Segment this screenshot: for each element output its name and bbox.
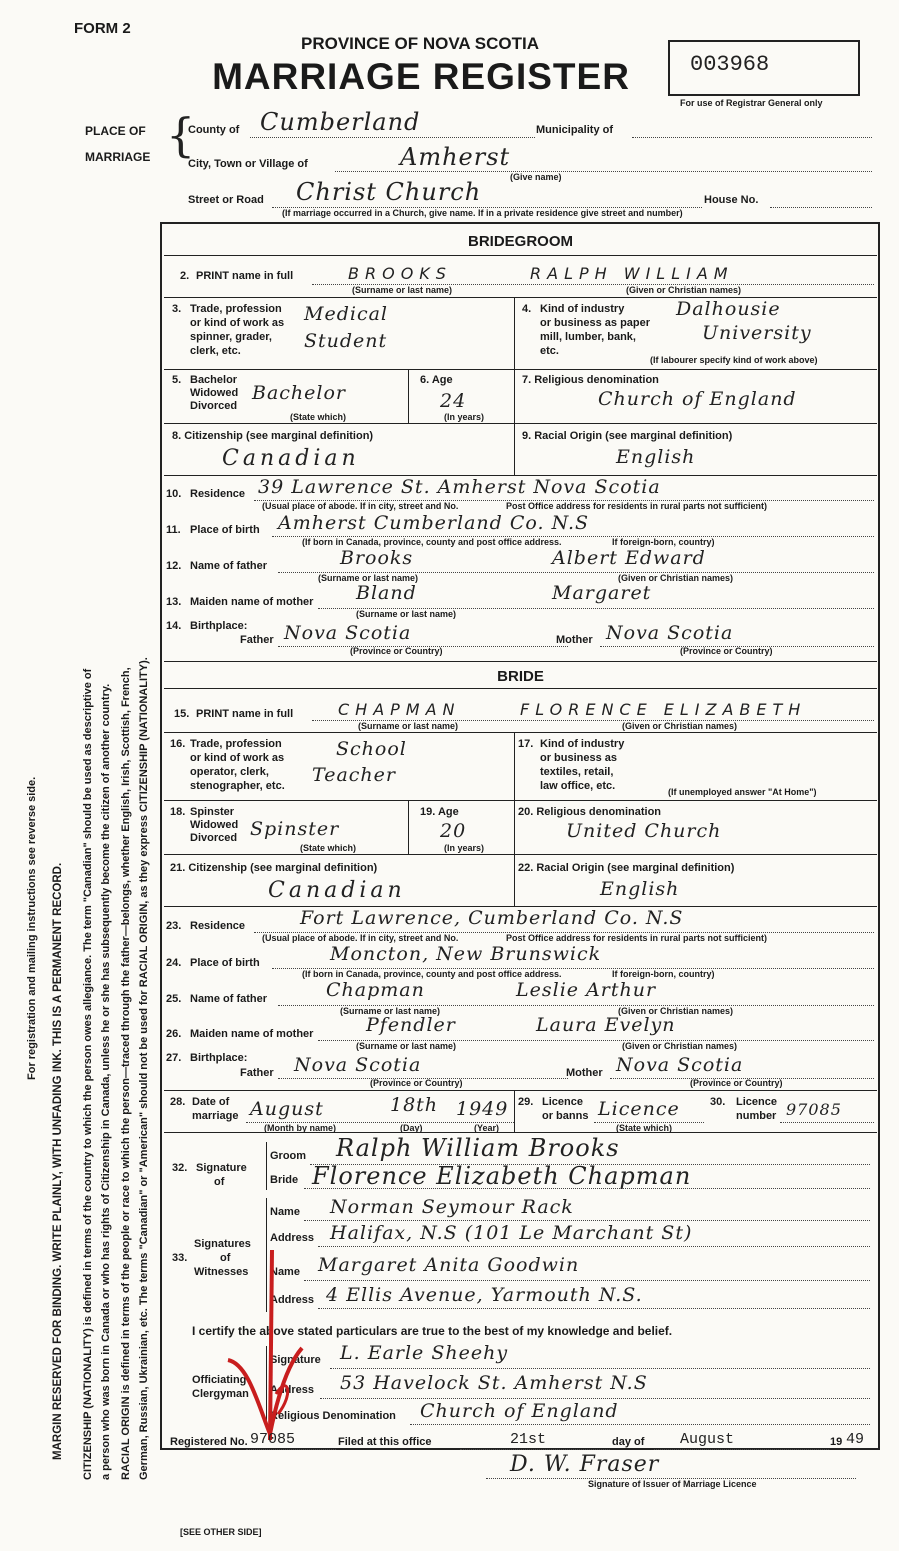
page-title: MARRIAGE REGISTER bbox=[212, 56, 630, 97]
place-brace: { bbox=[166, 108, 196, 162]
place-label-2: MARRIAGE bbox=[85, 150, 151, 164]
q4-line-1: Kind of industry bbox=[540, 303, 625, 315]
q12-number: 12. bbox=[166, 560, 182, 572]
margin-line-2: MARGIN RESERVED FOR BINDING. WRITE PLAINLY, WITH UNFADING INK. THIS IS A PERMANENT RECORD. bbox=[52, 862, 64, 1460]
q18-line-3: Divorced bbox=[190, 832, 238, 844]
q24-number: 24. bbox=[166, 957, 182, 969]
q23-number: 23. bbox=[166, 920, 182, 932]
q17-line-3: textiles, retail, bbox=[540, 766, 614, 778]
q14-number: 14. bbox=[166, 620, 182, 632]
groom-mother-bp-label: Mother bbox=[556, 634, 593, 646]
witness-1-address: Halifax, N.S (101 Le Marchant St) bbox=[330, 1222, 693, 1244]
groom-mother-surname-caption: (Surname or last name) bbox=[356, 609, 457, 619]
groom-father-bp-label: Father bbox=[240, 634, 274, 646]
house-label: House No. bbox=[704, 194, 759, 206]
form-number: FORM 2 bbox=[74, 20, 131, 37]
q10-number: 10. bbox=[166, 488, 182, 500]
clergy-address: 53 Havelock St. Amherst N.S bbox=[340, 1372, 648, 1394]
street-label: Street or Road bbox=[188, 194, 264, 206]
bride-racial-origin: English bbox=[600, 878, 680, 900]
witness-1-name: Norman Seymour Rack bbox=[330, 1196, 574, 1218]
q16-line-4: stenographer, etc. bbox=[190, 780, 285, 792]
q33-number: 33. bbox=[172, 1252, 188, 1264]
bride-sig-label: Bride bbox=[270, 1174, 299, 1186]
q9-label: 9. Racial Origin (see marginal definition) bbox=[522, 430, 733, 442]
bride-mother-surname: Pfendler bbox=[366, 1014, 456, 1036]
month-caption: (Month by name) bbox=[264, 1123, 336, 1133]
q33-line-1: Signatures bbox=[194, 1238, 251, 1250]
groom-trade-1: Medical bbox=[304, 303, 388, 325]
bride-surname-caption: (Surname or last name) bbox=[358, 721, 459, 731]
groom-signature: Ralph William Brooks bbox=[336, 1134, 620, 1162]
q3-number: 3. bbox=[172, 303, 182, 315]
bride-age: 20 bbox=[440, 820, 467, 842]
filed-day: 21st bbox=[510, 1431, 547, 1448]
county-label: County of bbox=[188, 124, 240, 136]
bride-mother-given-caption: (Given or Christian names) bbox=[622, 1041, 738, 1051]
q5-line-2: Widowed bbox=[190, 387, 239, 399]
registration-number: 003968 bbox=[690, 52, 770, 77]
q32-line-1: Signature bbox=[196, 1162, 247, 1174]
groom-state-which: (State which) bbox=[290, 412, 347, 422]
bride-religion: United Church bbox=[566, 820, 722, 842]
q16-line-1: Trade, profession bbox=[190, 738, 282, 750]
bride-surname: CHAPMAN bbox=[338, 700, 461, 719]
bride-trade-2: Teacher bbox=[312, 764, 396, 786]
q16-line-3: operator, clerk, bbox=[190, 766, 269, 778]
bride-father-bp-label: Father bbox=[240, 1067, 274, 1079]
groom-father-birthplace: Nova Scotia bbox=[284, 622, 412, 644]
marriage-month: August bbox=[250, 1098, 324, 1120]
groom-birth-note-a: (If born in Canada, province, county and post office address. bbox=[302, 537, 562, 547]
clergy-address-label: Address bbox=[270, 1384, 315, 1396]
bride-father-surname: Chapman bbox=[326, 979, 425, 1001]
clergy-sig-label: Signature bbox=[270, 1354, 321, 1366]
q13-label: Maiden name of mother bbox=[190, 596, 314, 608]
clergy-signature: L. Earle Sheehy bbox=[340, 1342, 509, 1364]
q15-label: PRINT name in full bbox=[196, 708, 294, 720]
q30-line-2: number bbox=[736, 1110, 777, 1122]
q3-line-4: clerk, etc. bbox=[190, 345, 241, 357]
officiating-label-1: Officiating bbox=[192, 1374, 247, 1386]
q3-line-2: or kind of work as bbox=[190, 317, 285, 329]
q25-number: 25. bbox=[166, 993, 182, 1005]
q17-line-4: law office, etc. bbox=[540, 780, 616, 792]
q29-number: 29. bbox=[518, 1096, 534, 1108]
groom-residence: 39 Lawrence St. Amherst Nova Scotia bbox=[258, 476, 661, 498]
clergy-denom-label: Religious Denomination bbox=[270, 1410, 396, 1422]
registered-number: 97085 bbox=[250, 1431, 296, 1448]
bride-father-prov-caption: (Province or Country) bbox=[370, 1078, 463, 1088]
city-value: Amherst bbox=[400, 143, 511, 171]
groom-religion: Church of England bbox=[598, 388, 797, 410]
groom-years-caption: (In years) bbox=[444, 412, 485, 422]
q3-line-3: spinner, grader, bbox=[190, 331, 272, 343]
bride-trade-1: School bbox=[336, 738, 407, 760]
q5-line-1: Bachelor bbox=[190, 374, 238, 386]
q19-label: 19. Age bbox=[420, 806, 459, 818]
q32-number: 32. bbox=[172, 1162, 188, 1174]
margin-line-3: CITIZENSHIP (NATIONALITY) is defined in terms of the country to which the person owes allegiance. The term "Canadian" should be used as descriptive of bbox=[82, 668, 94, 1480]
q24-label: Place of birth bbox=[190, 957, 260, 969]
witness-2-address: 4 Ellis Avenue, Yarmouth N.S. bbox=[326, 1284, 643, 1306]
q14-label: Birthplace: bbox=[190, 620, 248, 632]
q26-number: 26. bbox=[166, 1028, 182, 1040]
filed-month: August bbox=[680, 1431, 735, 1448]
groom-sig-label: Groom bbox=[270, 1150, 307, 1162]
licence-state-which: (State which) bbox=[616, 1123, 673, 1133]
bride-mother-birthplace: Nova Scotia bbox=[616, 1054, 744, 1076]
municipality-label: Municipality of bbox=[536, 124, 613, 136]
q25-label: Name of father bbox=[190, 993, 268, 1005]
bride-status: Spinster bbox=[250, 818, 340, 840]
q18-line-2: Widowed bbox=[190, 819, 239, 831]
q26-label: Maiden name of mother bbox=[190, 1028, 314, 1040]
witness-2-name: Margaret Anita Goodwin bbox=[318, 1254, 580, 1276]
q28-number: 28. bbox=[170, 1096, 186, 1108]
q22-label: 22. Racial Origin (see marginal definition) bbox=[518, 862, 735, 874]
q30-line-1: Licence bbox=[736, 1096, 777, 1108]
bride-citizenship: Canadian bbox=[268, 878, 406, 903]
q17-note: (If unemployed answer "At Home") bbox=[668, 787, 817, 797]
q32-line-2: of bbox=[214, 1176, 225, 1188]
groom-given-names: RALPH WILLIAM bbox=[530, 264, 734, 283]
margin-line-6: German, Russian, Ukrainian, etc. The terms "Canadian" or "American" should not be used for RACIAL ORIGIN, as they express CITIZENSHIP (NATIONALITY). bbox=[138, 657, 150, 1480]
groom-surname-caption: (Surname or last name) bbox=[352, 285, 453, 295]
clergy-denomination: Church of England bbox=[420, 1400, 619, 1422]
groom-given-caption: (Given or Christian names) bbox=[626, 285, 742, 295]
street-note: (If marriage occurred in a Church, give name. If in a private residence give street and number) bbox=[282, 208, 683, 218]
bride-years-caption: (In years) bbox=[444, 843, 485, 853]
issuer-caption: Signature of Issuer of Marriage Licence bbox=[588, 1479, 757, 1489]
bride-father-given-caption: (Given or Christian names) bbox=[618, 1006, 734, 1016]
groom-citizenship: Canadian bbox=[222, 446, 360, 471]
red-checkmark-icon bbox=[218, 1244, 308, 1444]
q16-line-2: or kind of work as bbox=[190, 752, 285, 764]
groom-industry-1: Dalhousie bbox=[676, 298, 781, 320]
bride-given-caption: (Given or Christian names) bbox=[622, 721, 738, 731]
groom-father-surname: Brooks bbox=[340, 547, 414, 569]
groom-father-prov-caption: (Province or Country) bbox=[350, 646, 443, 656]
bride-mother-given: Laura Evelyn bbox=[536, 1014, 676, 1036]
year-caption: (Year) bbox=[474, 1123, 500, 1133]
groom-industry-2: University bbox=[702, 322, 812, 344]
year-suffix: 49 bbox=[846, 1431, 865, 1448]
q27-number: 27. bbox=[166, 1052, 182, 1064]
bride-birthplace: Moncton, New Brunswick bbox=[330, 943, 602, 965]
groom-birthplace: Amherst Cumberland Co. N.S bbox=[278, 512, 590, 534]
bride-father-given: Leslie Arthur bbox=[516, 979, 657, 1001]
q11-label: Place of birth bbox=[190, 524, 260, 536]
bride-res-note-a: (Usual place of abode. If in city, street and No. bbox=[262, 933, 459, 943]
q23-label: Residence bbox=[190, 920, 246, 932]
bridegroom-heading: BRIDEGROOM bbox=[468, 233, 573, 250]
q2-label: PRINT name in full bbox=[196, 270, 294, 282]
w1-name-label: Name bbox=[270, 1206, 300, 1218]
city-label: City, Town or Village of bbox=[188, 158, 308, 170]
bride-given-names: FLORENCE ELIZABETH bbox=[520, 700, 807, 719]
margin-line-4: a person who was born in Canada or who has rights of Citizenship in Canada, unless he or she has subsequently become the citizen of another country. bbox=[100, 683, 112, 1480]
q16-number: 16. bbox=[170, 738, 186, 750]
bride-mother-prov-caption: (Province or Country) bbox=[690, 1078, 783, 1088]
q29-line-2: or banns bbox=[542, 1110, 589, 1122]
q5-line-3: Divorced bbox=[190, 400, 238, 412]
q17-number: 17. bbox=[518, 738, 534, 750]
q6-label: 6. Age bbox=[420, 374, 453, 386]
margin-line-5: RACIAL ORIGIN is defined in terms of the people or race to which the person—traced through the father—belongs, whether English, Irish, Scottish, French, bbox=[120, 667, 132, 1480]
county-value: Cumberland bbox=[260, 108, 421, 136]
q29-line-1: Licence bbox=[542, 1096, 583, 1108]
q17-line-2: or business as bbox=[540, 752, 618, 764]
groom-res-note-a: (Usual place of abode. If in city, street and No. bbox=[262, 501, 459, 511]
q4-note: (If labourer specify kind of work above) bbox=[650, 355, 818, 365]
marriage-day: 18th bbox=[390, 1094, 439, 1116]
place-label-1: PLACE OF bbox=[85, 124, 146, 138]
registration-number-box bbox=[668, 40, 860, 96]
q2-number: 2. bbox=[180, 270, 190, 282]
groom-mother-surname: Bland bbox=[356, 582, 417, 604]
licence-or-banns: Licence bbox=[598, 1098, 680, 1120]
bride-state-which: (State which) bbox=[300, 843, 357, 853]
bride-mother-bp-label: Mother bbox=[566, 1067, 603, 1079]
margin-line-1: For registration and mailing instructions see reverse side. bbox=[26, 776, 38, 1080]
w1-address-label: Address bbox=[270, 1232, 315, 1244]
q12-label: Name of father bbox=[190, 560, 268, 572]
w2-address-label: Address bbox=[270, 1294, 315, 1306]
certification-statement: I certify the above stated particulars are true to the best of my knowledge and belief. bbox=[192, 1324, 673, 1338]
registered-no-label: Registered No. bbox=[170, 1436, 248, 1448]
w2-name-label: Name bbox=[270, 1266, 300, 1278]
q4-line-2: or business as paper bbox=[540, 317, 651, 329]
groom-father-given-caption: (Given or Christian names) bbox=[618, 573, 734, 583]
bride-signature: Florence Elizabeth Chapman bbox=[312, 1162, 692, 1190]
q4-line-4: etc. bbox=[540, 345, 559, 357]
registrar-note: For use of Registrar General only bbox=[680, 98, 823, 108]
q3-line-1: Trade, profession bbox=[190, 303, 282, 315]
q5-number: 5. bbox=[172, 374, 182, 386]
groom-age: 24 bbox=[440, 390, 467, 412]
groom-status: Bachelor bbox=[252, 382, 347, 404]
see-other-side: [SEE OTHER SIDE] bbox=[180, 1527, 262, 1537]
give-name-caption: (Give name) bbox=[510, 172, 562, 182]
groom-mother-given: Margaret bbox=[552, 582, 652, 604]
q10-label: Residence bbox=[190, 488, 246, 500]
bride-heading: BRIDE bbox=[497, 668, 544, 685]
groom-mother-birthplace: Nova Scotia bbox=[606, 622, 734, 644]
q15-number: 15. bbox=[174, 708, 190, 720]
q30-number: 30. bbox=[710, 1096, 726, 1108]
year-prefix: 19 bbox=[830, 1436, 843, 1448]
bride-father-surname-caption: (Surname or last name) bbox=[340, 1006, 441, 1016]
day-of-label: day of bbox=[612, 1436, 645, 1448]
bride-residence: Fort Lawrence, Cumberland Co. N.S bbox=[300, 907, 684, 929]
q27-label: Birthplace: bbox=[190, 1052, 248, 1064]
groom-res-note-b: Post Office address for residents in rural parts not sufficient) bbox=[506, 501, 768, 511]
province-heading: PROVINCE OF NOVA SCOTIA bbox=[300, 34, 540, 53]
q4-line-3: mill, lumber, bank, bbox=[540, 331, 636, 343]
street-value: Christ Church bbox=[296, 178, 482, 206]
filed-label: Filed at this office bbox=[338, 1436, 432, 1448]
groom-mother-prov-caption: (Province or Country) bbox=[680, 646, 773, 656]
q17-line-1: Kind of industry bbox=[540, 738, 625, 750]
q11-number: 11. bbox=[166, 524, 181, 536]
bride-res-note-b: Post Office address for residents in rural parts not sufficient) bbox=[506, 933, 768, 943]
groom-birth-note-b: If foreign-born, country) bbox=[612, 537, 715, 547]
q28-line-2: marriage bbox=[192, 1110, 239, 1122]
bride-birth-note-b: If foreign-born, country) bbox=[612, 969, 715, 979]
day-caption: (Day) bbox=[400, 1123, 423, 1133]
officiating-label-2: Clergyman bbox=[192, 1388, 249, 1400]
q33-line-3: Witnesses bbox=[194, 1266, 249, 1278]
q7-label: 7. Religious denomination bbox=[522, 374, 659, 386]
q28-line-1: Date of bbox=[192, 1096, 230, 1108]
groom-racial-origin: English bbox=[616, 446, 696, 468]
bride-father-birthplace: Nova Scotia bbox=[294, 1054, 422, 1076]
q21-label: 21. Citizenship (see marginal definition) bbox=[170, 862, 378, 874]
q13-number: 13. bbox=[166, 596, 182, 608]
q4-number: 4. bbox=[522, 303, 532, 315]
q33-line-2: of bbox=[220, 1252, 231, 1264]
q8-label: 8. Citizenship (see marginal definition) bbox=[172, 430, 374, 442]
bride-mother-surname-caption: (Surname or last name) bbox=[356, 1041, 457, 1051]
groom-father-given: Albert Edward bbox=[552, 547, 706, 569]
groom-father-surname-caption: (Surname or last name) bbox=[318, 573, 419, 583]
issuer-signature: D. W. Fraser bbox=[510, 1452, 660, 1477]
q18-number: 18. bbox=[170, 806, 186, 818]
groom-surname: BROOKS bbox=[348, 264, 452, 283]
q18-line-1: Spinster bbox=[190, 806, 235, 818]
bride-birth-note-a: (If born in Canada, province, county and post office address. bbox=[302, 969, 562, 979]
licence-number: 97085 bbox=[786, 1100, 842, 1119]
groom-trade-2: Student bbox=[304, 330, 388, 352]
q20-label: 20. Religious denomination bbox=[518, 806, 662, 818]
marriage-year: 1949 bbox=[456, 1098, 509, 1120]
